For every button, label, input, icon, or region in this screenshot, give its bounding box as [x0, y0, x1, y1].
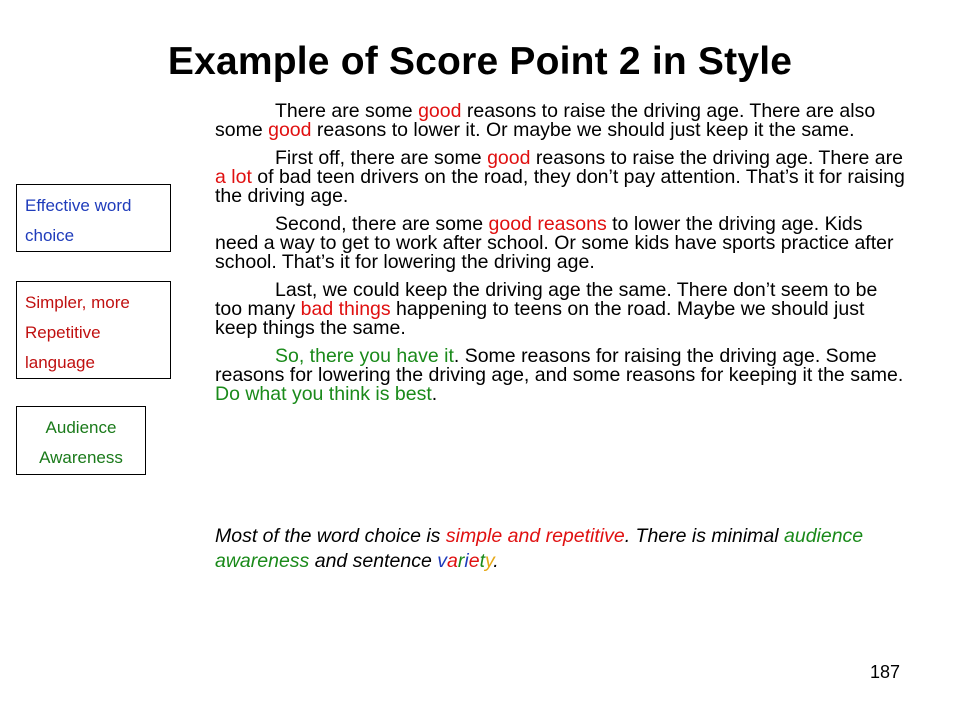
label-line: choice [25, 226, 75, 245]
essay-paragraph-2: First off, there are some good reasons to raise the driving age. There are a lot of bad teen drivers on the road, they don’t pay attention. That’s it for raising the driving age. [215, 147, 905, 207]
essay-text [215, 102, 905, 413]
essay-paragraph-4: Last, we could keep the driving age the same. There don’t seem to be too many bad things happening to teens on the road. Maybe we should just keep things the same. [215, 279, 878, 339]
commentary-note: Most of the word choice is simple and repetitive. There is minimal audience awareness and sentence variety. [215, 525, 864, 572]
label-repetitive-language [16, 281, 171, 379]
essay-paragraph-5: So, there you have it. Some reasons for raising the driving age. Some reasons for lowering the driving age, and some reasons for keeping it the same. Do what you think is best. [215, 345, 904, 405]
label-line: Audience [45, 418, 117, 437]
label-line: language [25, 353, 95, 372]
page-number: 187 [870, 662, 901, 682]
label-line: Repetitive [25, 323, 101, 342]
label-audience-awareness [16, 406, 146, 475]
label-line: Awareness [39, 448, 123, 467]
label-line: Effective word [25, 196, 132, 215]
essay-paragraph-1: There are some good reasons to raise the driving age. There are also some good reasons to lower it. Or maybe we should just keep it the same. [215, 100, 876, 141]
label-line: Simpler, more [25, 293, 130, 312]
slide-title: Example of Score Point 2 in Style [167, 40, 793, 83]
label-effective-word-choice [16, 184, 171, 252]
essay-paragraph-3: Second, there are some good reasons to lower the driving age. Kids need a way to get to work after school. Or some kids have sports practice after school. That’s it for lowering the driving age. [215, 213, 894, 273]
